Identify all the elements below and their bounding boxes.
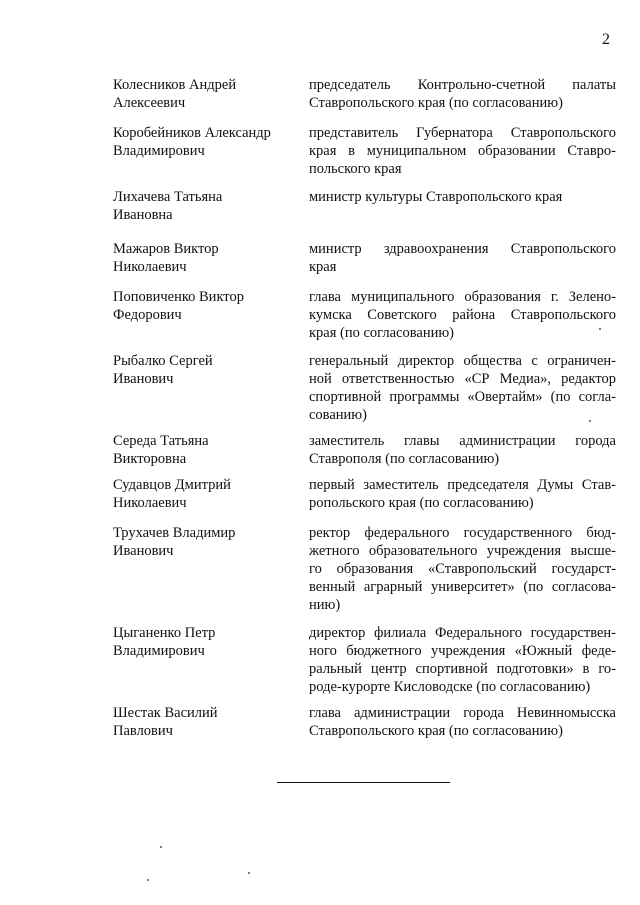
member-role-line: заместитель главы администрации города [309,433,616,449]
member-name [113,704,293,740]
member-name [113,524,293,560]
member-role-line: директор филиала Федерального государствен- [309,625,616,641]
member-name-line: Трухачев Владимир [113,525,236,541]
member-role-line: глава муниципального образования г. Зелено- [309,289,616,305]
member-role-line: спортивной программы «Овертайм» (по согла- [309,389,616,405]
member-role [309,432,616,468]
member-name-line: Мажаров Виктор [113,241,219,257]
member-name [113,288,293,324]
member-role [309,352,616,424]
member-name-line: Владимирович [113,143,205,159]
member-role-line: края (по согласованию) [309,325,455,341]
member-name-line: Шестак Василий [113,705,218,721]
member-name-line: Коробейников Александр [113,125,271,141]
member-role-line: нию) [309,597,341,613]
member-name-line: Николаевич [113,495,187,511]
member-name-line: Алексеевич [113,95,186,111]
member-name-line: Федорович [113,307,182,323]
member-name-line: Павлович [113,723,173,739]
scan-speck [599,328,601,330]
member-name [113,240,293,276]
member-role-line: кумска Советского района Ставропольского [309,307,616,323]
member-role-line: го образования «Ставропольский государст- [309,561,616,577]
member-name [113,476,293,512]
member-role-line: Ставрополя (по согласованию) [309,451,500,467]
member-name-line: Владимирович [113,643,205,659]
member-role-line: края в муниципальном образовании Ставро- [309,143,616,159]
member-name-line: Николаевич [113,259,187,275]
member-name-line: Середа Татьяна [113,433,209,449]
member-name-line: Колесников Андрей [113,77,237,93]
member-role-line: ной ответственностью «СР Медиа», редактор [309,371,616,387]
member-name-line: Поповиченко Виктор [113,289,244,305]
member-role [309,288,616,342]
member-role [309,240,616,276]
member-name-line: Лихачева Татьяна [113,189,223,205]
member-role-line: ного бюджетного учреждения «Южный феде- [309,643,616,659]
member-name-line: Иванович [113,371,174,387]
member-role-line: польского края [309,161,402,177]
scan-speck [248,872,250,874]
member-role [309,188,616,206]
page-number: 2 [602,31,610,48]
member-name-line: Судавцов Дмитрий [113,477,231,493]
member-role-line: первый заместитель председателя Думы Став- [309,477,616,493]
member-role-line: ректор федерального государственного бюд- [309,525,616,541]
scan-speck [589,420,591,422]
member-name-line: Рыбалко Сергей [113,353,213,369]
member-role-line: генеральный директор общества с ограничен- [309,353,616,369]
member-role-line: ральный центр спортивной подготовки» в го- [309,661,616,677]
member-role-line: глава администрации города Невинномысска [309,705,616,721]
member-role-line: министр здравоохранения Ставропольского [309,241,616,257]
member-role [309,124,616,178]
member-role [309,476,616,512]
member-name-line: Ивановна [113,207,173,223]
scan-speck [160,846,162,848]
member-role-line: ропольского края (по согласованию) [309,495,534,511]
member-role-line: председатель Контрольно-счетной палаты [309,77,616,93]
member-name-line: Викторовна [113,451,187,467]
member-name [113,624,293,660]
scan-speck [147,879,149,881]
member-role [309,76,616,112]
member-name [113,76,293,112]
member-role-line: сованию) [309,407,367,423]
member-role-line: министр культуры Ставропольского края [309,189,563,205]
member-role-line: представитель Губернатора Ставропольского [309,125,616,141]
member-name [113,432,293,468]
member-role-line: Ставропольского края (по согласованию) [309,723,563,739]
member-role [309,624,616,696]
member-role-line: жетного образовательного учреждения высше- [309,543,616,559]
member-name-line: Цыганенко Петр [113,625,216,641]
member-name [113,188,293,224]
member-name-line: Иванович [113,543,174,559]
member-name [113,124,293,160]
closing-divider [277,782,450,783]
member-role [309,704,616,740]
member-role-line: Ставропольского края (по согласованию) [309,95,563,111]
member-role-line: роде-курорте Кисловодске (по согласованию) [309,679,591,695]
member-name [113,352,293,388]
member-role [309,524,616,614]
member-role-line: края [309,259,337,275]
member-role-line: венный аграрный университет» (по согласова- [309,579,616,595]
